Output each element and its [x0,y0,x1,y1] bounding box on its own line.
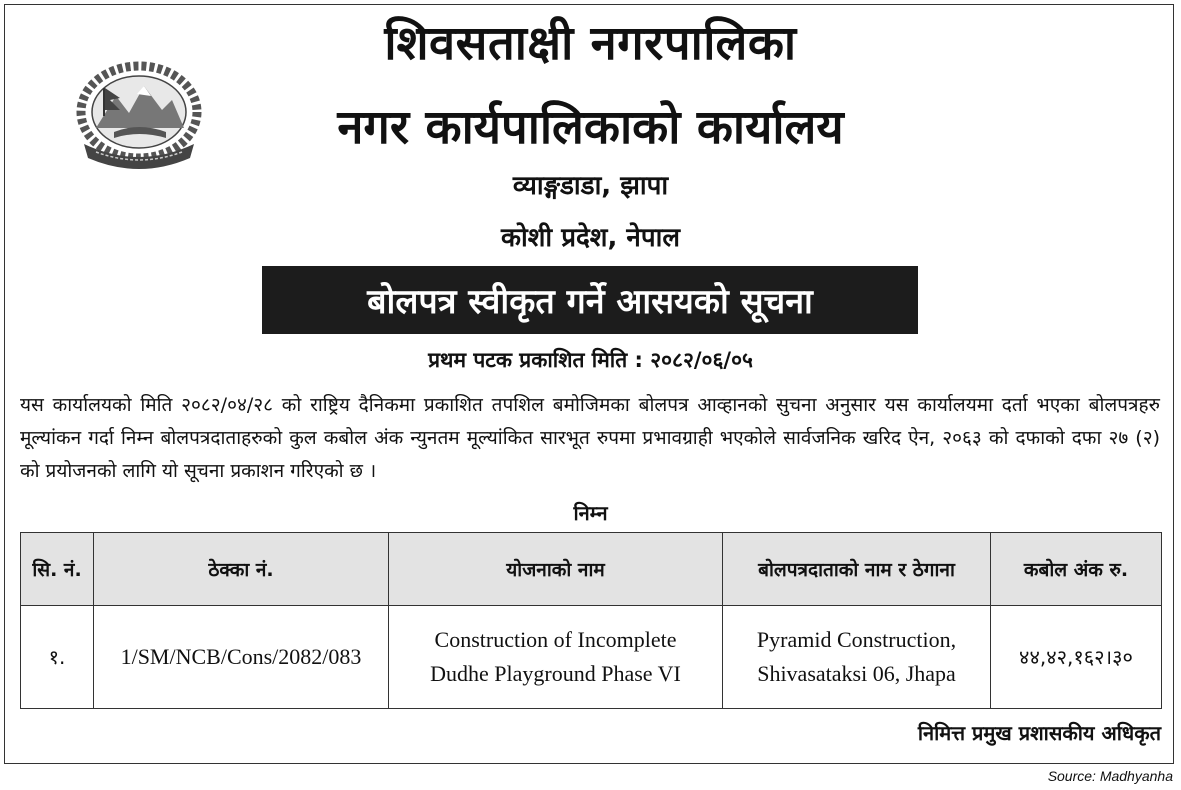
header-bidder-name-address: बोलपत्रदाताको नाम र ठेगाना [723,533,991,606]
table-caption: निम्न [573,501,608,525]
bidder-line-1: Pyramid Construction, [756,627,957,652]
address-line-1: व्याङ्गडाडा, झापा [512,171,669,201]
notice-title-banner [262,266,918,334]
cell-bidder [723,606,991,709]
header-serial-no: सि. नं. [21,533,94,606]
project-name-line-2: Dudhe Playground Phase VI [430,661,681,686]
cell-bid-amount: ४४,४२,१६२।३० [991,606,1162,709]
published-date: प्रथम पटक प्रकाशित मिति : २०८२/०६/०५ [428,348,753,372]
cell-contract-no: 1/SM/NCB/Cons/2082/083 [94,606,389,709]
cell-project-name [389,606,723,709]
office-name: नगर कार्यपालिकाको कार्यालय [337,100,844,155]
table-row [21,606,1162,709]
bid-table [20,532,1162,709]
signoff-designation: निमित्त प्रमुख प्रशासकीय अधिकृत [917,721,1161,745]
address-line-2: कोशी प्रदेश, नेपाल [501,223,680,253]
header-contract-no: ठेक्का नं. [94,533,389,606]
header-bid-amount: कबोल अंक रु. [991,533,1162,606]
source-credit: Source: Madhyanha [1047,768,1173,784]
notice-title: बोलपत्र स्वीकृत गर्ने आसयको सूचना [367,282,813,322]
municipality-name: शिवसताक्षी नगरपालिका [384,16,797,71]
project-name-line-1: Construction of Incomplete [434,627,677,652]
bidder-line-2: Shivasataksi 06, Jhapa [757,661,956,686]
header-project-name: योजनाको नाम [389,533,723,606]
table-header-row [21,533,1162,606]
notice-body-text: यस कार्यालयको मिति २०८२/०४/२८ को राष्ट्रिय दैनिकमा प्रकाशित तपशिल बमोजिमका बोलपत्र आव्हानको सुचना अनुसार यस कार्यालयमा दर्ता भएका बोलपत्रहरु मूल्यांकन गर्दा निम्न बोलपत्रदाताहरुको कुल कबोल अंक न्युनतम मूल्यांकित सारभूत रुपमा प्रभावग्राही भएकोले सार्वजनिक खरिद ऐन, २०६३ को दफाको दफा २७ (२) को प्रयोजनको लागि यो सूचना प्रकाशन गरिएको छ । [20,394,1160,482]
cell-serial-no: १. [21,606,94,709]
